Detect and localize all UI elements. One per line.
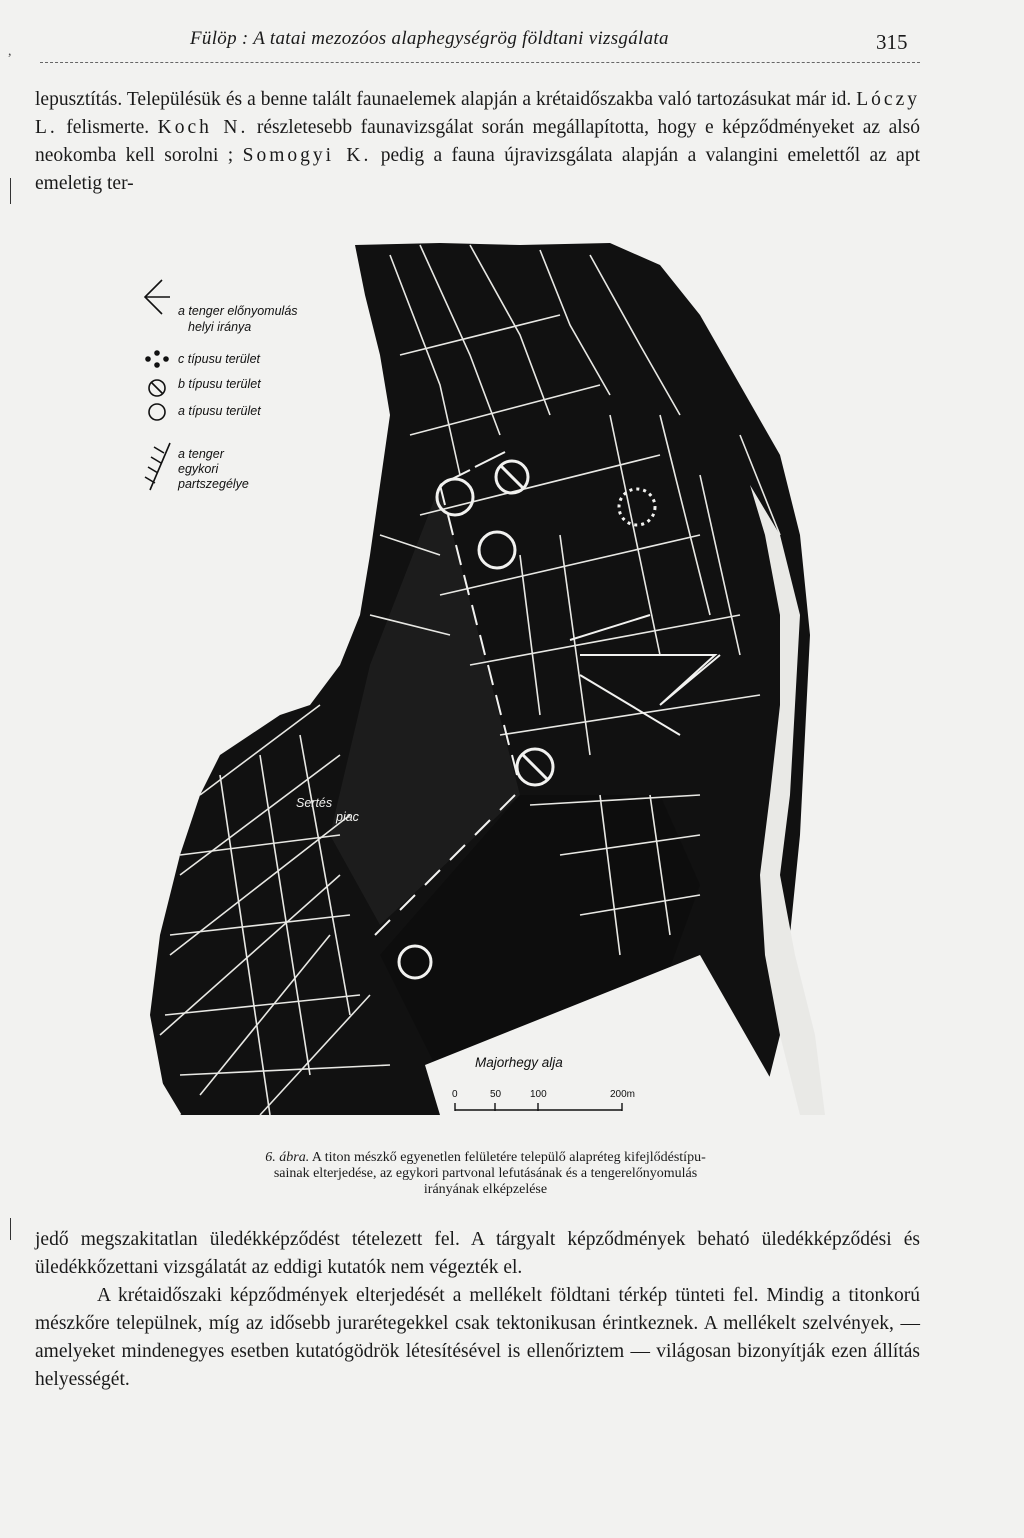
legend-label: c típusu terület [178,352,260,366]
margin-mark: , [8,44,12,59]
figure-caption [128,1150,843,1198]
margin-bar [10,178,11,204]
text-run: lepusztítás. Településük és a benne talált faunaelemek alapján a krétaidőszakba való tartozásukat már id. [35,89,857,110]
legend-label: a tenger előnyomulás [178,304,298,318]
scale-tick-label: 50 [490,1089,502,1100]
caption-line [128,1150,843,1166]
bottom-text [35,1226,920,1394]
place-label-sertes: Sertés [296,796,333,810]
city-map [140,235,825,1130]
legend-label: a tenger [178,447,224,461]
legend-label: b típusu terület [178,377,261,391]
scale-tick-label: 200m [610,1089,636,1100]
header-rule [40,62,920,64]
paragraph: A krétaidőszaki képződmények elterjedését a mellékelt földtani térkép tünteti fel. Mindig a titonkorú mészkőre települnek, míg az idősebb jurarétegekkel csak tektonikusan érintkeznek. A mellékelt szelvények, — amelyeket mindenegyes esetben kutatógödrök létesítésével is ellenőriztem — világosan bizonyítják ezen állítás helyességét. [35,1285,920,1390]
top-paragraph [35,86,920,198]
place-label-majorhegy: Majorhegy alja [475,1055,563,1070]
text-run: felismerte. [57,117,158,138]
margin-bar [10,1218,11,1240]
page-number: 315 [876,30,908,54]
place-label-fo-ter: Fő tér [318,458,351,472]
place-label-piac: piac [336,810,359,824]
scale-tick-label: 0 [452,1089,458,1100]
caption-text: A titon mészkő egyenetlen felületére települő alapréteg kifejlődéstípu- [309,1150,706,1165]
caption-line: sainak elterjedése, az egykori partvonal lefutásának és a tengerelőnyomulás [273,1166,698,1181]
legend-label: a típusu terület [178,404,261,418]
paragraph: jedő megszakitatlan üledékképződést tételezett fel. A tárgyalt képződmények beható üledékképződési és üledékkőzettani vizsgálatát az eddigi kutatók nem végezték el. [35,1229,920,1278]
legend-label: partszegélye [178,477,249,491]
legend-label: helyi iránya [188,320,252,334]
legend-label: egykori [178,462,219,476]
top-paragraph-text [35,86,920,198]
scale-tick-label: 100 [530,1089,547,1100]
author-name: Somogyi K. [242,145,372,166]
text-run: részletesebb faunavizsgálat során megállapította, hogy e képződményeket az alsó neokomba kell sorolni ; [35,117,920,166]
caption-lead: 6. ábra. [265,1150,310,1165]
caption-line: irányának elképzelése [423,1182,548,1197]
author-name: Lóczy L. [35,89,920,138]
text-run: pedig a fauna újravizsgálata alapján a valangini emelettől az apt emeletig ter- [35,145,921,194]
figure-map [140,235,825,1130]
author-name: Koch N. [157,117,249,138]
running-header [0,28,1024,62]
running-title: Fülöp : A tatai mezozóos alaphegységrög földtani vizsgálata [190,28,669,49]
